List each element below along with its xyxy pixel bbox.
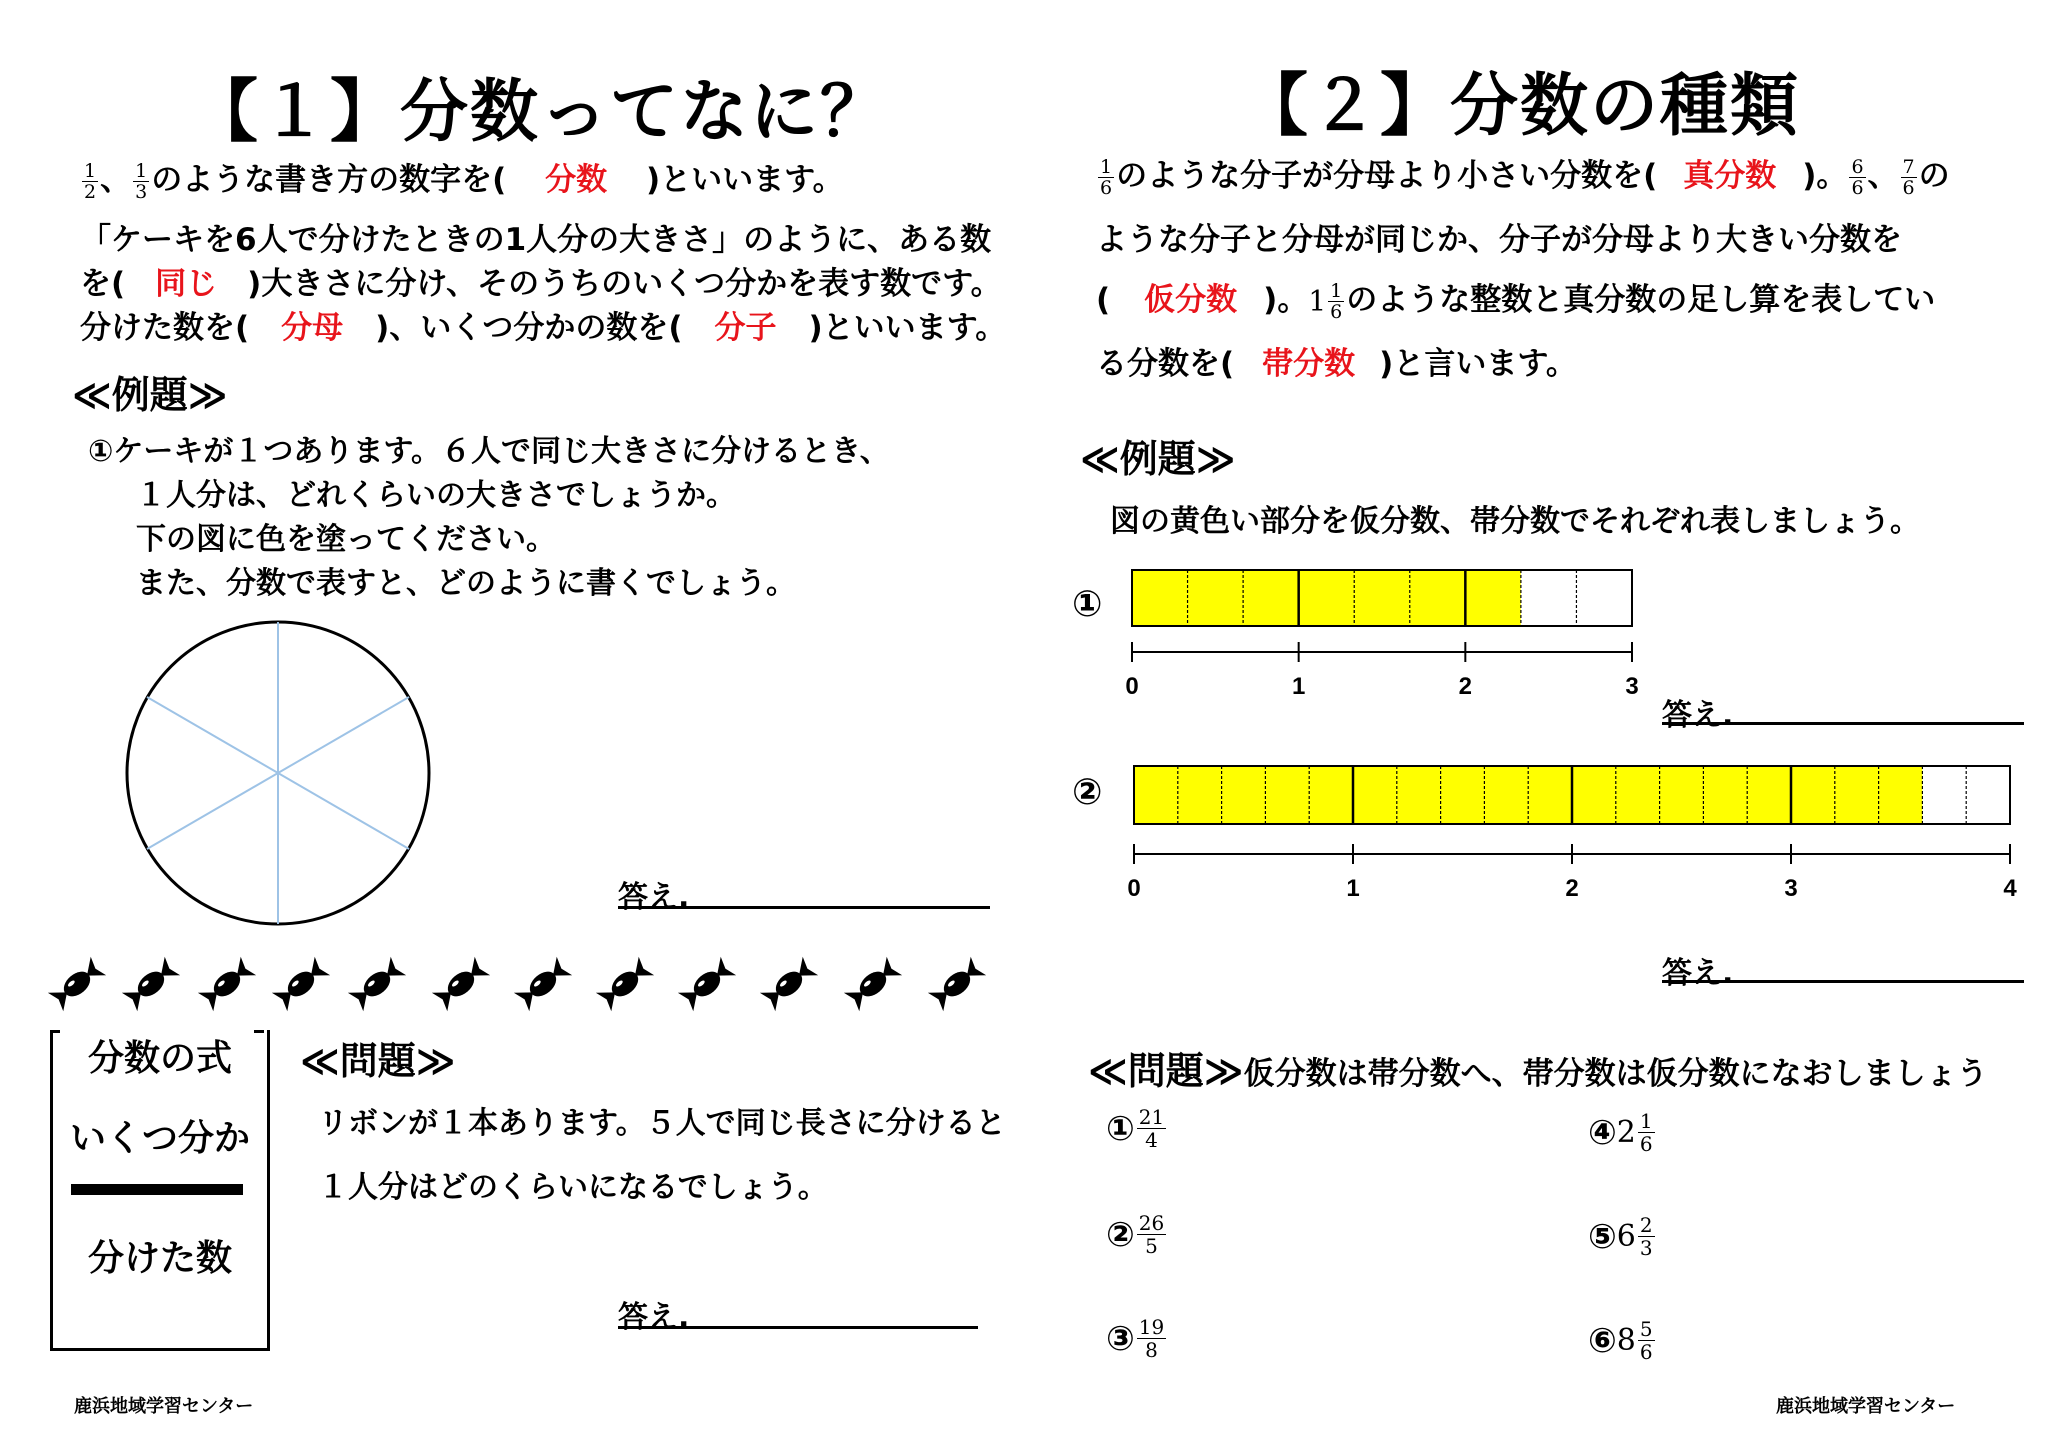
formula-fraction-bar: [71, 1184, 243, 1195]
bar-cell: [1922, 766, 1966, 824]
example-heading-left: ≪例題≫: [72, 373, 228, 417]
bar-cell: [1703, 766, 1747, 824]
candy-icon: [593, 952, 657, 1016]
bar-cell: [1572, 766, 1616, 824]
number-line-tick-label: 3: [1625, 673, 1639, 700]
answer-label-cake: 答え.: [618, 880, 690, 915]
page-title-right: 【２】分数の種類: [1240, 67, 1801, 146]
answer-line-bar2[interactable]: [1662, 980, 2024, 983]
formula-numerator-label: いくつ分か: [69, 1118, 250, 1159]
problem-item-3: ③ $\frac{19}{8}$: [1106, 1315, 1165, 1362]
answer-label-ribbon: 答え.: [618, 1300, 690, 1335]
problem-heading-left: ≪問題≫: [300, 1039, 456, 1083]
answer-label-bar2: 答え.: [1662, 956, 1734, 991]
candy-icon: [511, 952, 575, 1016]
fraction-half: $\frac{1}{2}$: [84, 160, 97, 203]
bar-cell: [1178, 766, 1222, 824]
bar-cell: [1660, 766, 1704, 824]
bar-cell: [1576, 570, 1632, 626]
number-line-tick-label: 1: [1291, 673, 1306, 700]
formula-box-corner-right: [254, 1030, 264, 1033]
candy-icon: [195, 952, 259, 1016]
example-line-2: １人分は、どれくらいの大きさでしょうか。: [136, 478, 736, 513]
problem-item-2: ② $\frac{26}{5}$: [1106, 1211, 1165, 1258]
footer-left: 鹿浜地域学習センター: [74, 1396, 254, 1417]
candy-icon: [429, 952, 493, 1016]
answer-numerator: 分子: [714, 310, 777, 346]
answer-mixed-number: 帯分数: [1262, 346, 1356, 382]
bar-cell: [1132, 570, 1188, 626]
formula-denominator-label: 分けた数: [87, 1238, 232, 1279]
problem-item-4: ④ 2 $\frac{1}{6}$: [1588, 1109, 1653, 1156]
bar-cell: [1243, 570, 1299, 626]
candy-decoration-row: [45, 950, 1025, 1020]
fraction-third: $\frac{1}{3}$: [135, 160, 148, 203]
candy-icon: [45, 952, 109, 1016]
answer-improper-fraction: 仮分数: [1144, 282, 1238, 318]
fraction-mixed-example: $\frac{1}{6}$: [1330, 280, 1343, 323]
candy-icon: [675, 952, 739, 1016]
fraction-one-sixth: $\frac{1}{6}$: [1100, 156, 1113, 199]
page-title-left: 【１】分数ってなに？: [190, 73, 891, 152]
candy-icon: [841, 952, 905, 1016]
bar-cell: [1353, 766, 1397, 824]
problem-line-1: リボンが１本あります。５人で同じ長さに分けると: [318, 1106, 1006, 1141]
bar-cell: [1966, 766, 2010, 824]
answer-fraction: 分数: [545, 162, 608, 198]
bar1-label: ①: [1072, 584, 1103, 625]
fraction-seven-sixths: $\frac{7}{6}$: [1902, 156, 1915, 199]
right-intro-line-4: る分数を( 帯分数 )と言います。: [1096, 346, 1577, 382]
cake-circle-diagram[interactable]: [120, 615, 440, 935]
bar2-label: ②: [1072, 772, 1103, 813]
intro-line-4: 分けた数を( 分母 )、いくつ分かの数を( 分子 )といいます。: [80, 310, 1007, 346]
footer-right: 鹿浜地域学習センター: [1776, 1396, 1956, 1417]
bar-cell: [1299, 570, 1355, 626]
intro-line-2: 「ケーキを6人で分けたときの1人分の大きさ」のように、ある数: [80, 222, 992, 258]
problem-item-1: ① $\frac{21}{4}$: [1106, 1105, 1165, 1152]
bar-cell: [1484, 766, 1528, 824]
bar-cell: [1879, 766, 1923, 824]
bar-cell: [1791, 766, 1835, 824]
candy-icon: [119, 952, 183, 1016]
fraction-bar-chart-2: [1120, 756, 2020, 906]
answer-line-cake[interactable]: [618, 906, 990, 909]
bar-cell: [1465, 570, 1521, 626]
number-line-tick-label: 3: [1784, 875, 1798, 902]
example-line-4: また、分数で表すと、どのように書くでしょう。: [136, 566, 796, 601]
bar-cell: [1188, 570, 1244, 626]
number-line-tick-label: 1: [1346, 875, 1360, 902]
bar-cell: [1397, 766, 1441, 824]
number-line-tick-label: 2: [1458, 673, 1473, 700]
right-intro-line-2: ような分子と分母が同じか、分子が分母より大きい分数を: [1096, 222, 1902, 258]
bar-cell: [1134, 766, 1178, 824]
number-line-tick-label: 4: [2003, 875, 2017, 902]
bar-cell: [1835, 766, 1879, 824]
bar-cell: [1521, 570, 1577, 626]
fraction-six-sixths: $\frac{6}{6}$: [1851, 156, 1864, 199]
number-line-tick-label: 0: [1127, 875, 1141, 902]
answer-line-bar1[interactable]: [1662, 722, 2024, 725]
problem-heading-right-row: [1088, 1040, 1988, 1095]
problem-heading-right: ≪問題≫: [1088, 1049, 1244, 1093]
problem-item-5: ⑤ 6 $\frac{2}{3}$: [1588, 1213, 1653, 1260]
formula-title: 分数の式: [87, 1038, 232, 1079]
intro-line-1: $\frac{1}{2}$ 、 $\frac{1}{3}$ のような書き方の数字を( 分数 )といいます。: [84, 160, 844, 203]
number-line-tick-label: 2: [1565, 875, 1579, 902]
example-instruction-right: 図の黄色い部分を仮分数、帯分数でそれぞれ表しましょう。: [1110, 504, 1920, 539]
candy-icon: [757, 952, 821, 1016]
bar-cell: [1410, 570, 1466, 626]
bar-cell: [1616, 766, 1660, 824]
candy-icon: [269, 952, 333, 1016]
bar-cell: [1441, 766, 1485, 824]
answer-denominator: 分母: [281, 310, 344, 346]
bar-cell: [1747, 766, 1791, 824]
bar-cell: [1309, 766, 1353, 824]
answer-proper-fraction: 真分数: [1683, 158, 1777, 194]
answer-line-ribbon[interactable]: [618, 1326, 978, 1329]
example-line-1: ①ケーキが１つあります。６人で同じ大きさに分けるとき、: [88, 434, 890, 469]
right-intro-line-1: $\frac{1}{6}$ のような分子が分母より小さい分数を( 真分数 )。 $\frac{6}{6}$ 、 $\frac{7}{6}$ の: [1100, 156, 1950, 199]
answer-same: 同じ: [155, 266, 218, 302]
fraction-bar-chart-1: [1120, 560, 1660, 700]
problem-item-6: ⑥ 8 $\frac{5}{6}$: [1588, 1317, 1653, 1364]
problem-line-2: １人分はどのくらいになるでしょう。: [318, 1170, 828, 1205]
answer-label-bar1: 答え.: [1662, 698, 1734, 733]
intro-line-3: を( 同じ )大きさに分け、そのうちのいくつ分かを表す数です。: [80, 266, 1002, 302]
right-intro-line-3: ( 仮分数 )。1 $\frac{1}{6}$ のような整数と真分数の足し算を表してい: [1096, 280, 1936, 323]
example-heading-right: ≪例題≫: [1080, 437, 1236, 481]
formula-box-corner-left: [50, 1030, 60, 1033]
bar-cell: [1528, 766, 1572, 824]
bar-cell: [1222, 766, 1266, 824]
problem-instruction-right: 仮分数は帯分数へ、帯分数は仮分数になおしましょう: [1243, 1056, 1988, 1092]
fraction-formula-box: [50, 1030, 270, 1351]
bar-cell: [1265, 766, 1309, 824]
example-line-3: 下の図に色を塗ってください。: [136, 522, 556, 557]
number-line-tick-label: 0: [1125, 673, 1139, 700]
bar-cell: [1354, 570, 1410, 626]
candy-icon: [925, 952, 989, 1016]
candy-icon: [345, 952, 409, 1016]
